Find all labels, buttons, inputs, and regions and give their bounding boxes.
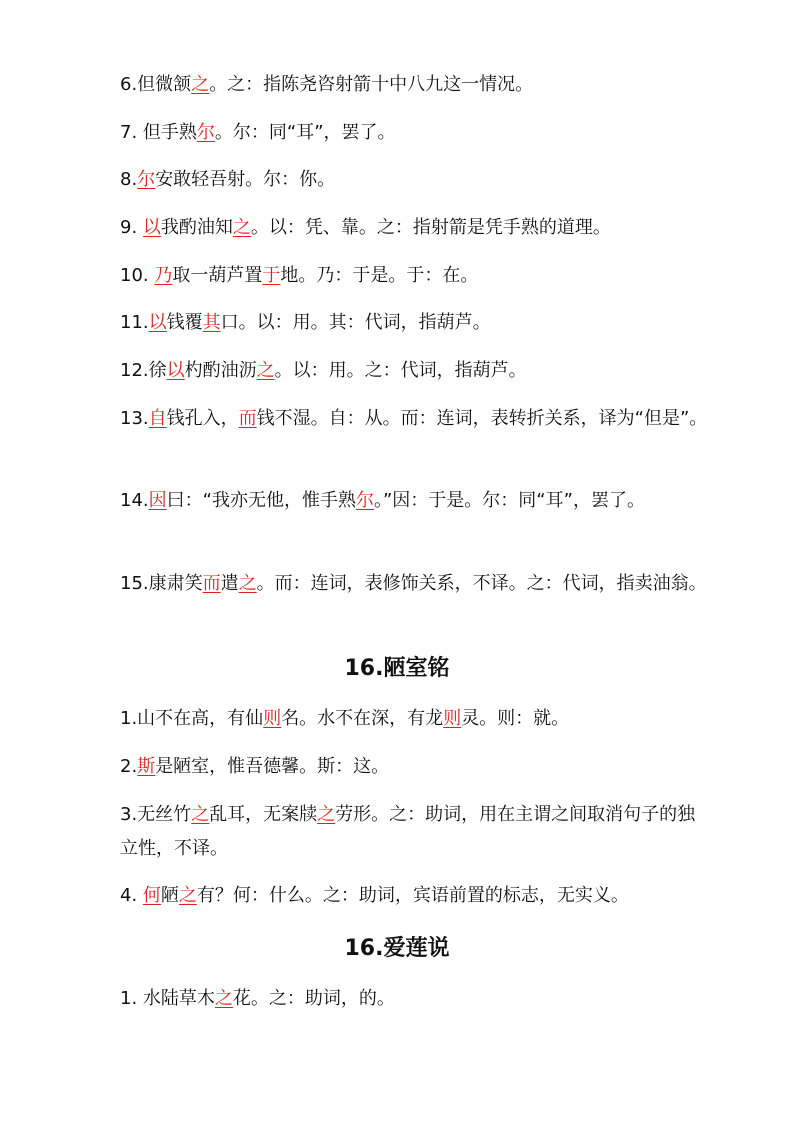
text-segment: 。”因：于是。尔：同“耳”，罢了。 [373,490,645,511]
text-segment: 我酌油知 [160,217,233,238]
note-item [120,259,712,293]
note-item [120,354,712,388]
note-item [120,116,712,150]
text-segment: 3.无丝竹 [120,804,192,825]
note-item [120,750,712,784]
highlighted-char: 之 [191,804,210,825]
note-item [120,484,712,518]
text-segment: 1. 水陆草木 [120,988,215,1009]
text-segment: 钱孔入， [166,408,239,429]
section-title: 16.爱莲说 [344,936,450,961]
highlighted-char: 以 [142,217,161,238]
highlighted-char: 而 [238,408,257,429]
text-segment: 钱覆 [166,312,203,333]
text-segment: 是陋室，惟吾德馨。斯：这。 [155,756,390,777]
text-segment: 。尔：同“耳”，罢了。 [214,122,396,143]
text-segment: 14. [120,490,149,511]
highlighted-char: 之 [232,217,251,238]
text-segment: 1.山不在高，有仙 [120,708,264,729]
highlighted-char: 则 [443,708,462,729]
section-title: 16.陋室铭 [344,656,450,681]
highlighted-char: 之 [238,573,257,594]
text-segment: 劳形。之：助词，用在主谓之间取消句子的独立性，不译。 [120,804,696,859]
highlighted-char: 尔 [196,122,215,143]
note-item [120,567,712,601]
text-segment: 11. [120,312,149,333]
highlighted-char: 尔 [137,169,156,190]
note-item [120,163,712,197]
text-segment: 乱耳，无案牍 [209,804,318,825]
highlighted-char: 自 [148,408,167,429]
text-segment: 8. [120,169,138,190]
highlighted-char: 于 [262,265,281,286]
text-segment: 2. [120,756,138,777]
text-segment: 名。水不在深，有龙 [281,708,444,729]
text-segment: 10. [120,265,155,286]
text-segment: 9. [120,217,143,238]
text-segment: 13. [120,408,149,429]
text-segment: 。以：用。之：代词，指葫芦。 [274,360,527,381]
text-segment: 。之：指陈尧咨射箭十中八九这一情况。 [209,74,534,95]
note-item [120,982,712,1016]
note-item [120,702,712,736]
text-segment: 4. [120,885,143,906]
highlighted-char: 之 [214,988,233,1009]
text-segment: 曰：“我亦无他，惟手熟 [166,490,356,511]
highlighted-char: 何 [142,885,161,906]
highlighted-char: 之 [256,360,275,381]
highlighted-char: 之 [317,804,336,825]
note-item [120,306,712,340]
note-item [120,211,712,245]
text-segment: 遣 [220,573,239,594]
text-segment: 15.康肃笑 [120,573,203,594]
text-segment: 钱不湿。自：从。而：连词，表转折关系，译为“但是”。 [256,408,708,429]
note-item [120,402,712,436]
highlighted-char: 其 [202,312,221,333]
highlighted-char: 乃 [154,265,173,286]
text-segment: 。以：凭、靠。之：指射箭是凭手熟的道理。 [250,217,611,238]
text-segment: 陋 [160,885,179,906]
note-item [120,879,712,913]
text-segment: 6.但微颔 [120,74,192,95]
highlighted-char: 以 [148,312,167,333]
text-segment: 口。以：用。其：代词，指葫芦。 [220,312,491,333]
text-segment: 有？何：什么。之：助词，宾语前置的标志，无实义。 [196,885,629,906]
highlighted-char: 斯 [137,756,156,777]
highlighted-char: 则 [263,708,282,729]
highlighted-char: 之 [191,74,210,95]
text-segment: 12.徐 [120,360,167,381]
highlighted-char: 尔 [355,490,374,511]
note-item [120,798,712,866]
text-segment: 安敢轻吾射。尔：你。 [155,169,336,190]
text-segment: 取一葫芦置 [172,265,263,286]
text-segment: 地。乃：于是。于：在。 [280,265,479,286]
note-item [120,68,712,102]
highlighted-char: 以 [166,360,185,381]
highlighted-char: 因 [148,490,167,511]
text-segment: 花。之：助词，的。 [232,988,395,1009]
highlighted-char: 而 [202,573,221,594]
text-segment: 灵。则：就。 [461,708,570,729]
highlighted-char: 之 [178,885,197,906]
text-segment: 杓酌油沥 [184,360,257,381]
text-segment: 。而：连词，表修饰关系，不译。之：代词，指卖油翁。 [256,573,707,594]
text-segment: 7. 但手熟 [120,122,197,143]
